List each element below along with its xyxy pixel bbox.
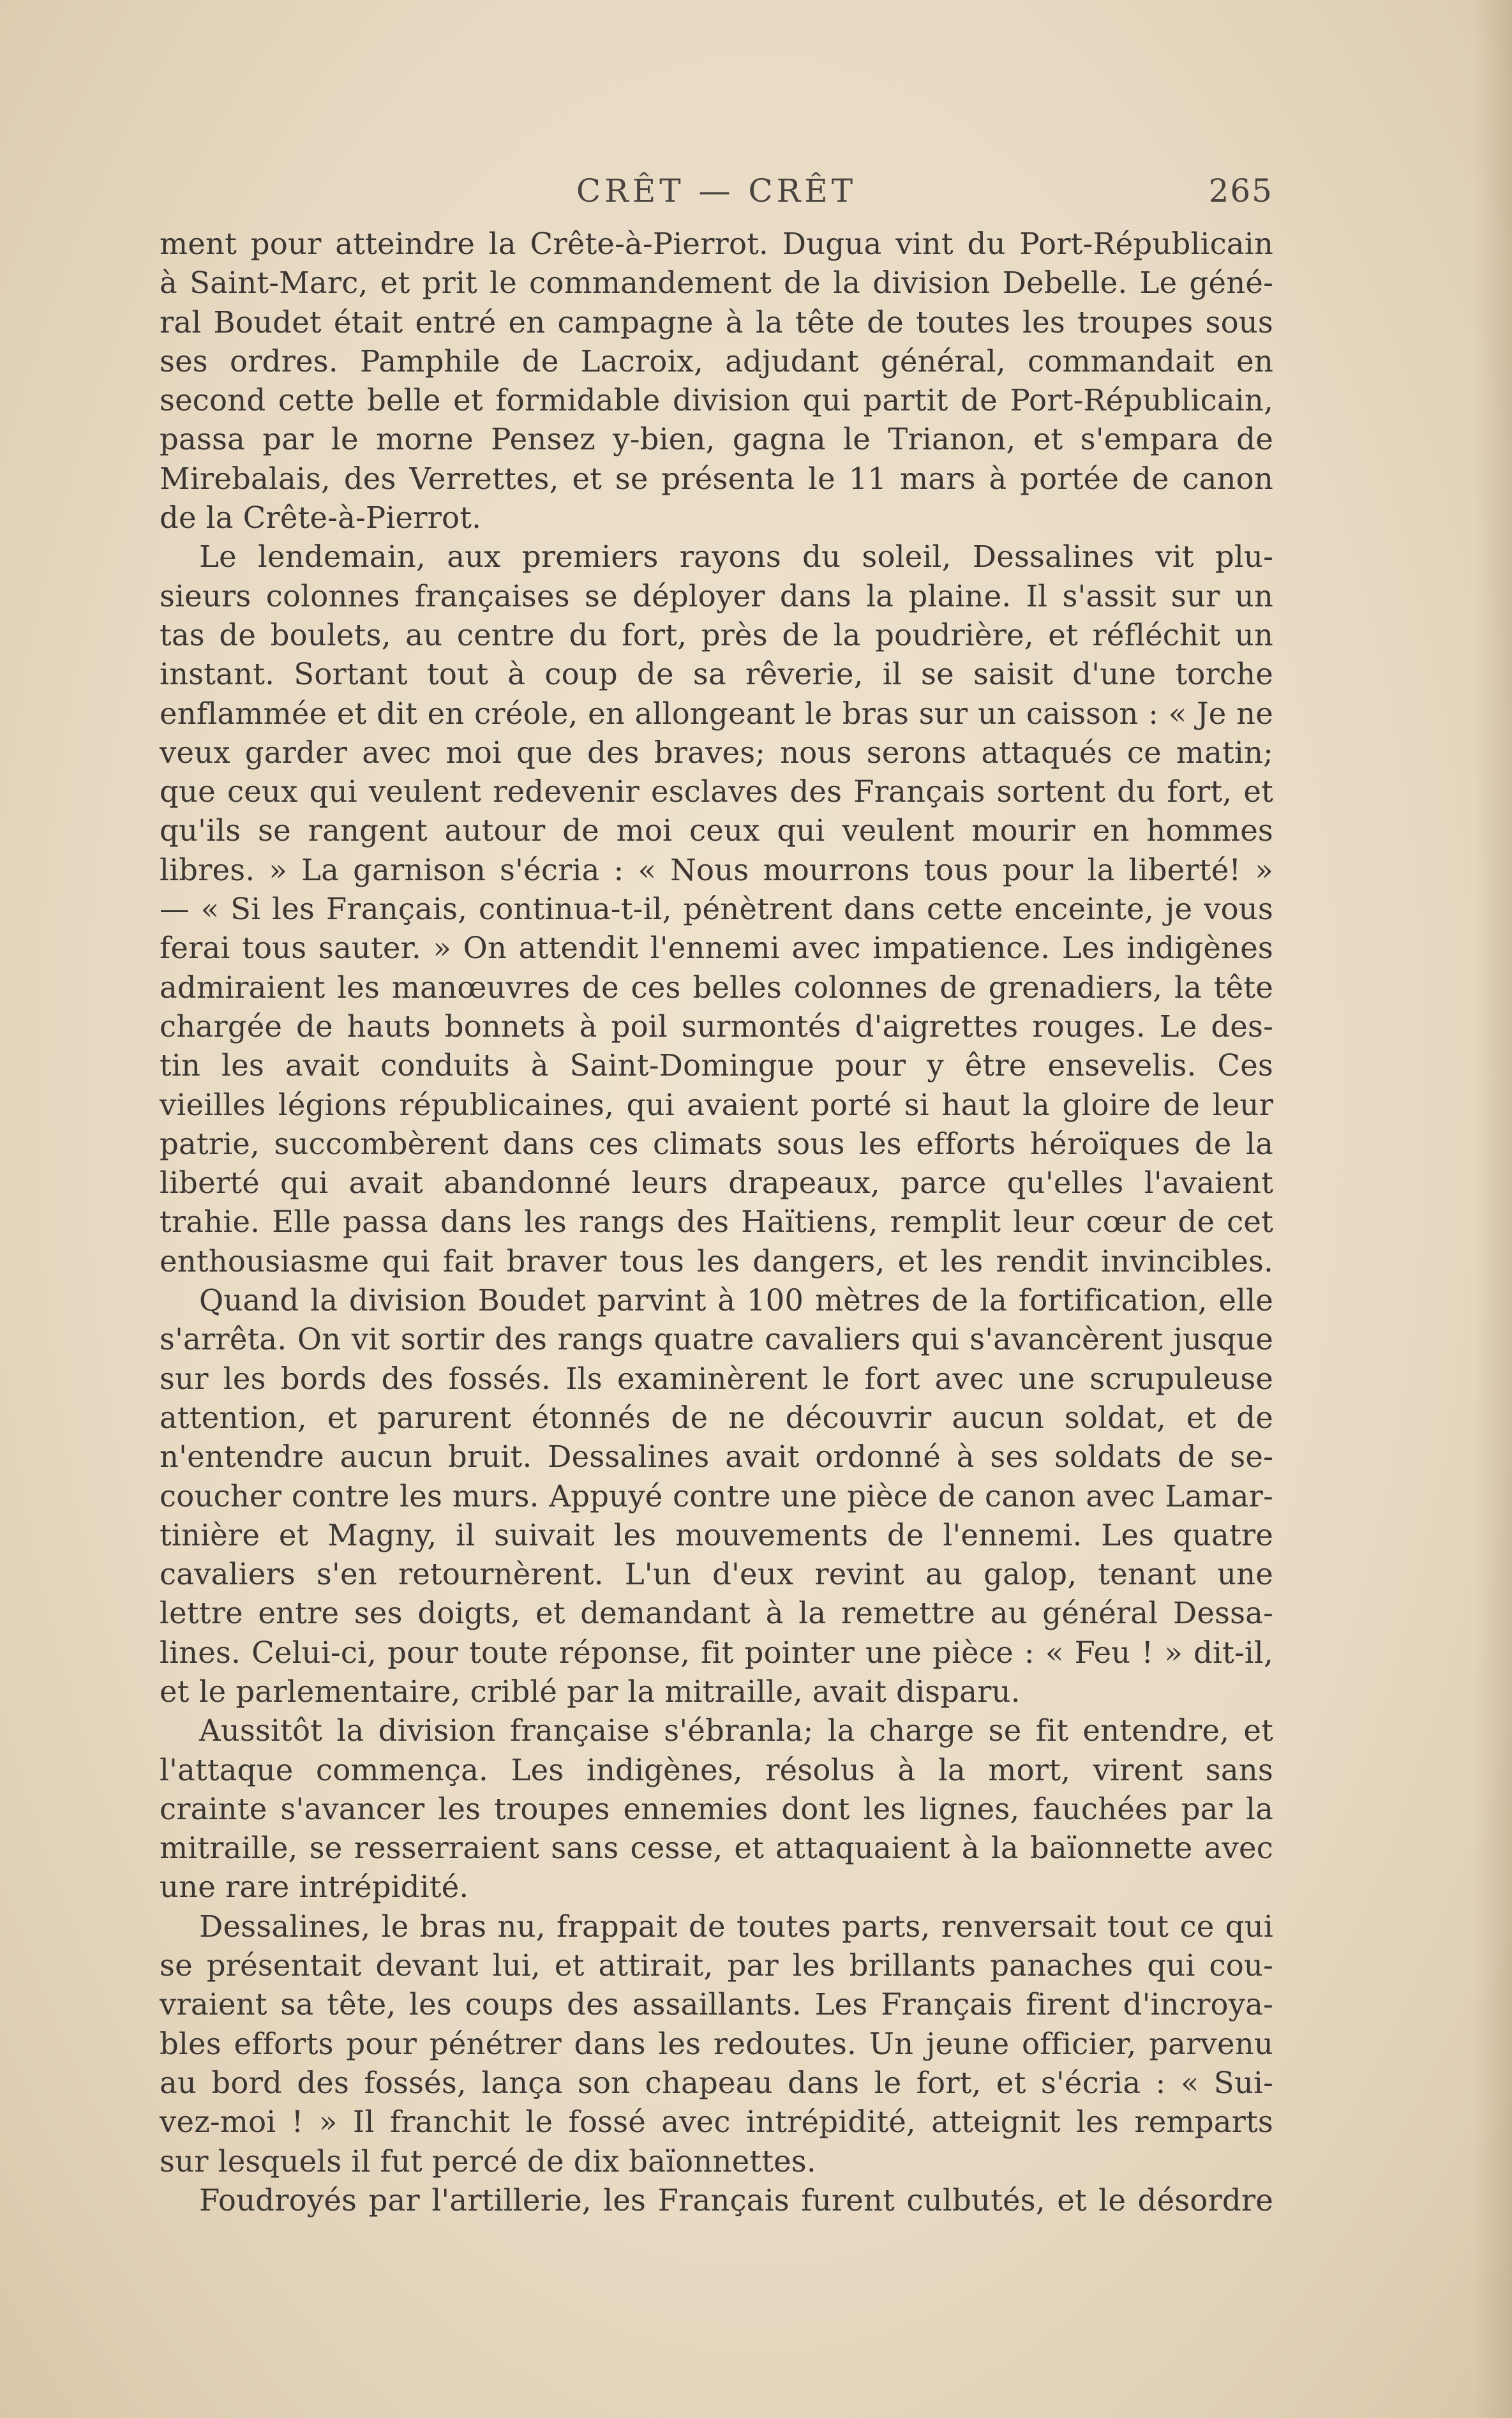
text-line: chargée de hauts bonnets à poil surmontés d'aigrettes rouges. Le des-: [160, 1009, 1273, 1044]
text-line: trahie. Elle passa dans les rangs des Haïtiens, remplit leur cœur de cet: [160, 1205, 1273, 1240]
text-line: veux garder avec moi que des braves; nous serons attaqués ce matin;: [160, 735, 1273, 770]
text-line: admiraient les manœuvres de ces belles colonnes de grenadiers, la tête: [160, 970, 1273, 1005]
text-line: Dessalines, le bras nu, frappait de toutes parts, renversait tout ce qui: [199, 1909, 1273, 1944]
text-line: attention, et parurent étonnés de ne découvrir aucun soldat, et de: [160, 1400, 1273, 1435]
text-line: tas de boulets, au centre du fort, près de la poudrière, et réfléchit un: [160, 617, 1273, 652]
text-line: coucher contre les murs. Appuyé contre une pièce de canon avec Lamar-: [160, 1478, 1273, 1513]
page-number: 265: [1208, 172, 1273, 209]
text-line: mitraille, se resserraient sans cesse, et attaquaient à la baïonnette avec: [160, 1831, 1273, 1866]
text-line: Foudroyés par l'artillerie, les Français furent culbutés, et le désordre: [199, 2182, 1273, 2218]
text-line: Le lendemain, aux premiers rayons du soleil, Dessalines vit plu-: [199, 539, 1273, 574]
text-line: n'entendre aucun bruit. Dessalines avait ordonné à ses soldats de se-: [160, 1439, 1273, 1475]
text-line: se présentait devant lui, et attirait, par les brillants panaches qui cou-: [160, 1948, 1273, 1983]
text-line: sur les bords des fossés. Ils examinèrent le fort avec une scrupuleuse: [160, 1361, 1273, 1396]
text-line: crainte s'avancer les troupes ennemies dont les lignes, fauchées par la: [160, 1791, 1273, 1826]
text-line: au bord des fossés, lança son chapeau dans le fort, et s'écria : « Sui-: [160, 2065, 1273, 2100]
text-line: vraient sa tête, les coups des assaillants. Les Français firent d'incroya-: [160, 1987, 1273, 2022]
text-line: qu'ils se rangent autour de moi ceux qui veulent mourir en hommes: [160, 813, 1273, 848]
text-line: bles efforts pour pénétrer dans les redoutes. Un jeune officier, parvenu: [160, 2026, 1273, 2061]
page-header: [160, 167, 1273, 218]
text-line: cavaliers s'en retournèrent. L'un d'eux revint au galop, tenant une: [160, 1557, 1273, 1592]
text-line: une rare intrépidité.: [160, 1870, 469, 1905]
text-line: enthousiasme qui fait braver tous les dangers, et les rendit invincibles.: [160, 1243, 1273, 1279]
page-edge-shadow: [1474, 0, 1512, 2418]
text-line: second cette belle et formidable division qui partit de Port-Républicain,: [160, 383, 1273, 418]
text-line: que ceux qui veulent redevenir esclaves des Français sortent du fort, et: [160, 774, 1273, 809]
text-line: s'arrêta. On vit sortir des rangs quatre cavaliers qui s'avancèrent jusque: [160, 1322, 1273, 1357]
text-line: instant. Sortant tout à coup de sa rêverie, il se saisit d'une torche: [160, 657, 1273, 692]
text-line: lines. Celui-ci, pour toute réponse, fit pointer une pièce : « Feu ! » dit-il,: [160, 1635, 1273, 1670]
text-line: ferai tous sauter. » On attendit l'ennemi avec impatience. Les indigènes: [160, 931, 1273, 966]
text-line: l'attaque commença. Les indigènes, résolus à la mort, virent sans: [160, 1752, 1273, 1787]
text-line: sur lesquels il fut percé de dix baïonnettes.: [160, 2144, 816, 2179]
text-line: lettre entre ses doigts, et demandant à la remettre au général Dessa-: [160, 1596, 1273, 1631]
text-line: patrie, succombèrent dans ces climats sous les efforts héroïques de la: [160, 1126, 1273, 1161]
text-line: Aussitôt la division française s'ébranla; la charge se fit entendre, et: [199, 1713, 1273, 1748]
text-line: et le parlementaire, criblé par la mitraille, avait disparu.: [160, 1674, 1021, 1709]
text-line: — « Si les Français, continua-t-il, pénètrent dans cette enceinte, je vous: [160, 892, 1273, 927]
text-line: Mirebalais, des Verrettes, et se présenta le 11 mars à portée de canon: [160, 461, 1273, 496]
text-line: à Saint-Marc, et prit le commandement de la division Debelle. Le géné-: [160, 266, 1273, 301]
text-line: vieilles légions républicaines, qui avaient porté si haut la gloire de leur: [160, 1087, 1273, 1122]
text-line: Quand la division Boudet parvint à 100 mètres de la fortification, elle: [199, 1283, 1273, 1318]
text-line: tinière et Magny, il suivait les mouvements de l'ennemi. Les quatre: [160, 1517, 1273, 1552]
text-line: sieurs colonnes françaises se déployer dans la plaine. Il s'assit sur un: [160, 578, 1273, 613]
running-title: CRÊT — CRÊT: [576, 172, 857, 209]
text-line: tin les avait conduits à Saint-Domingue pour y être ensevelis. Ces: [160, 1048, 1273, 1083]
text-line: libres. » La garnison s'écria : « Nous mourrons tous pour la liberté! »: [160, 852, 1273, 887]
text-line: ses ordres. Pamphile de Lacroix, adjudant général, commandait en: [160, 343, 1273, 379]
text-line: ment pour atteindre la Crête-à-Pierrot. Dugua vint du Port-Républicain: [160, 227, 1273, 261]
text-line: de la Crête-à-Pierrot.: [160, 500, 482, 536]
text-line: enflammée et dit en créole, en allongeant le bras sur un caisson : « Je ne: [160, 696, 1273, 731]
text-line: ral Boudet était entré en campagne à la tête de toutes les troupes sous: [160, 304, 1273, 340]
text-line: vez-moi ! » Il franchit le fossé avec intrépidité, atteignit les remparts: [160, 2105, 1273, 2140]
text-line: liberté qui avait abandonné leurs drapeaux, parce qu'elles l'avaient: [160, 1166, 1273, 1201]
text-line: passa par le morne Pensez y-bien, gagna le Trianon, et s'empara de: [160, 422, 1273, 457]
body-text: [160, 225, 1273, 2220]
